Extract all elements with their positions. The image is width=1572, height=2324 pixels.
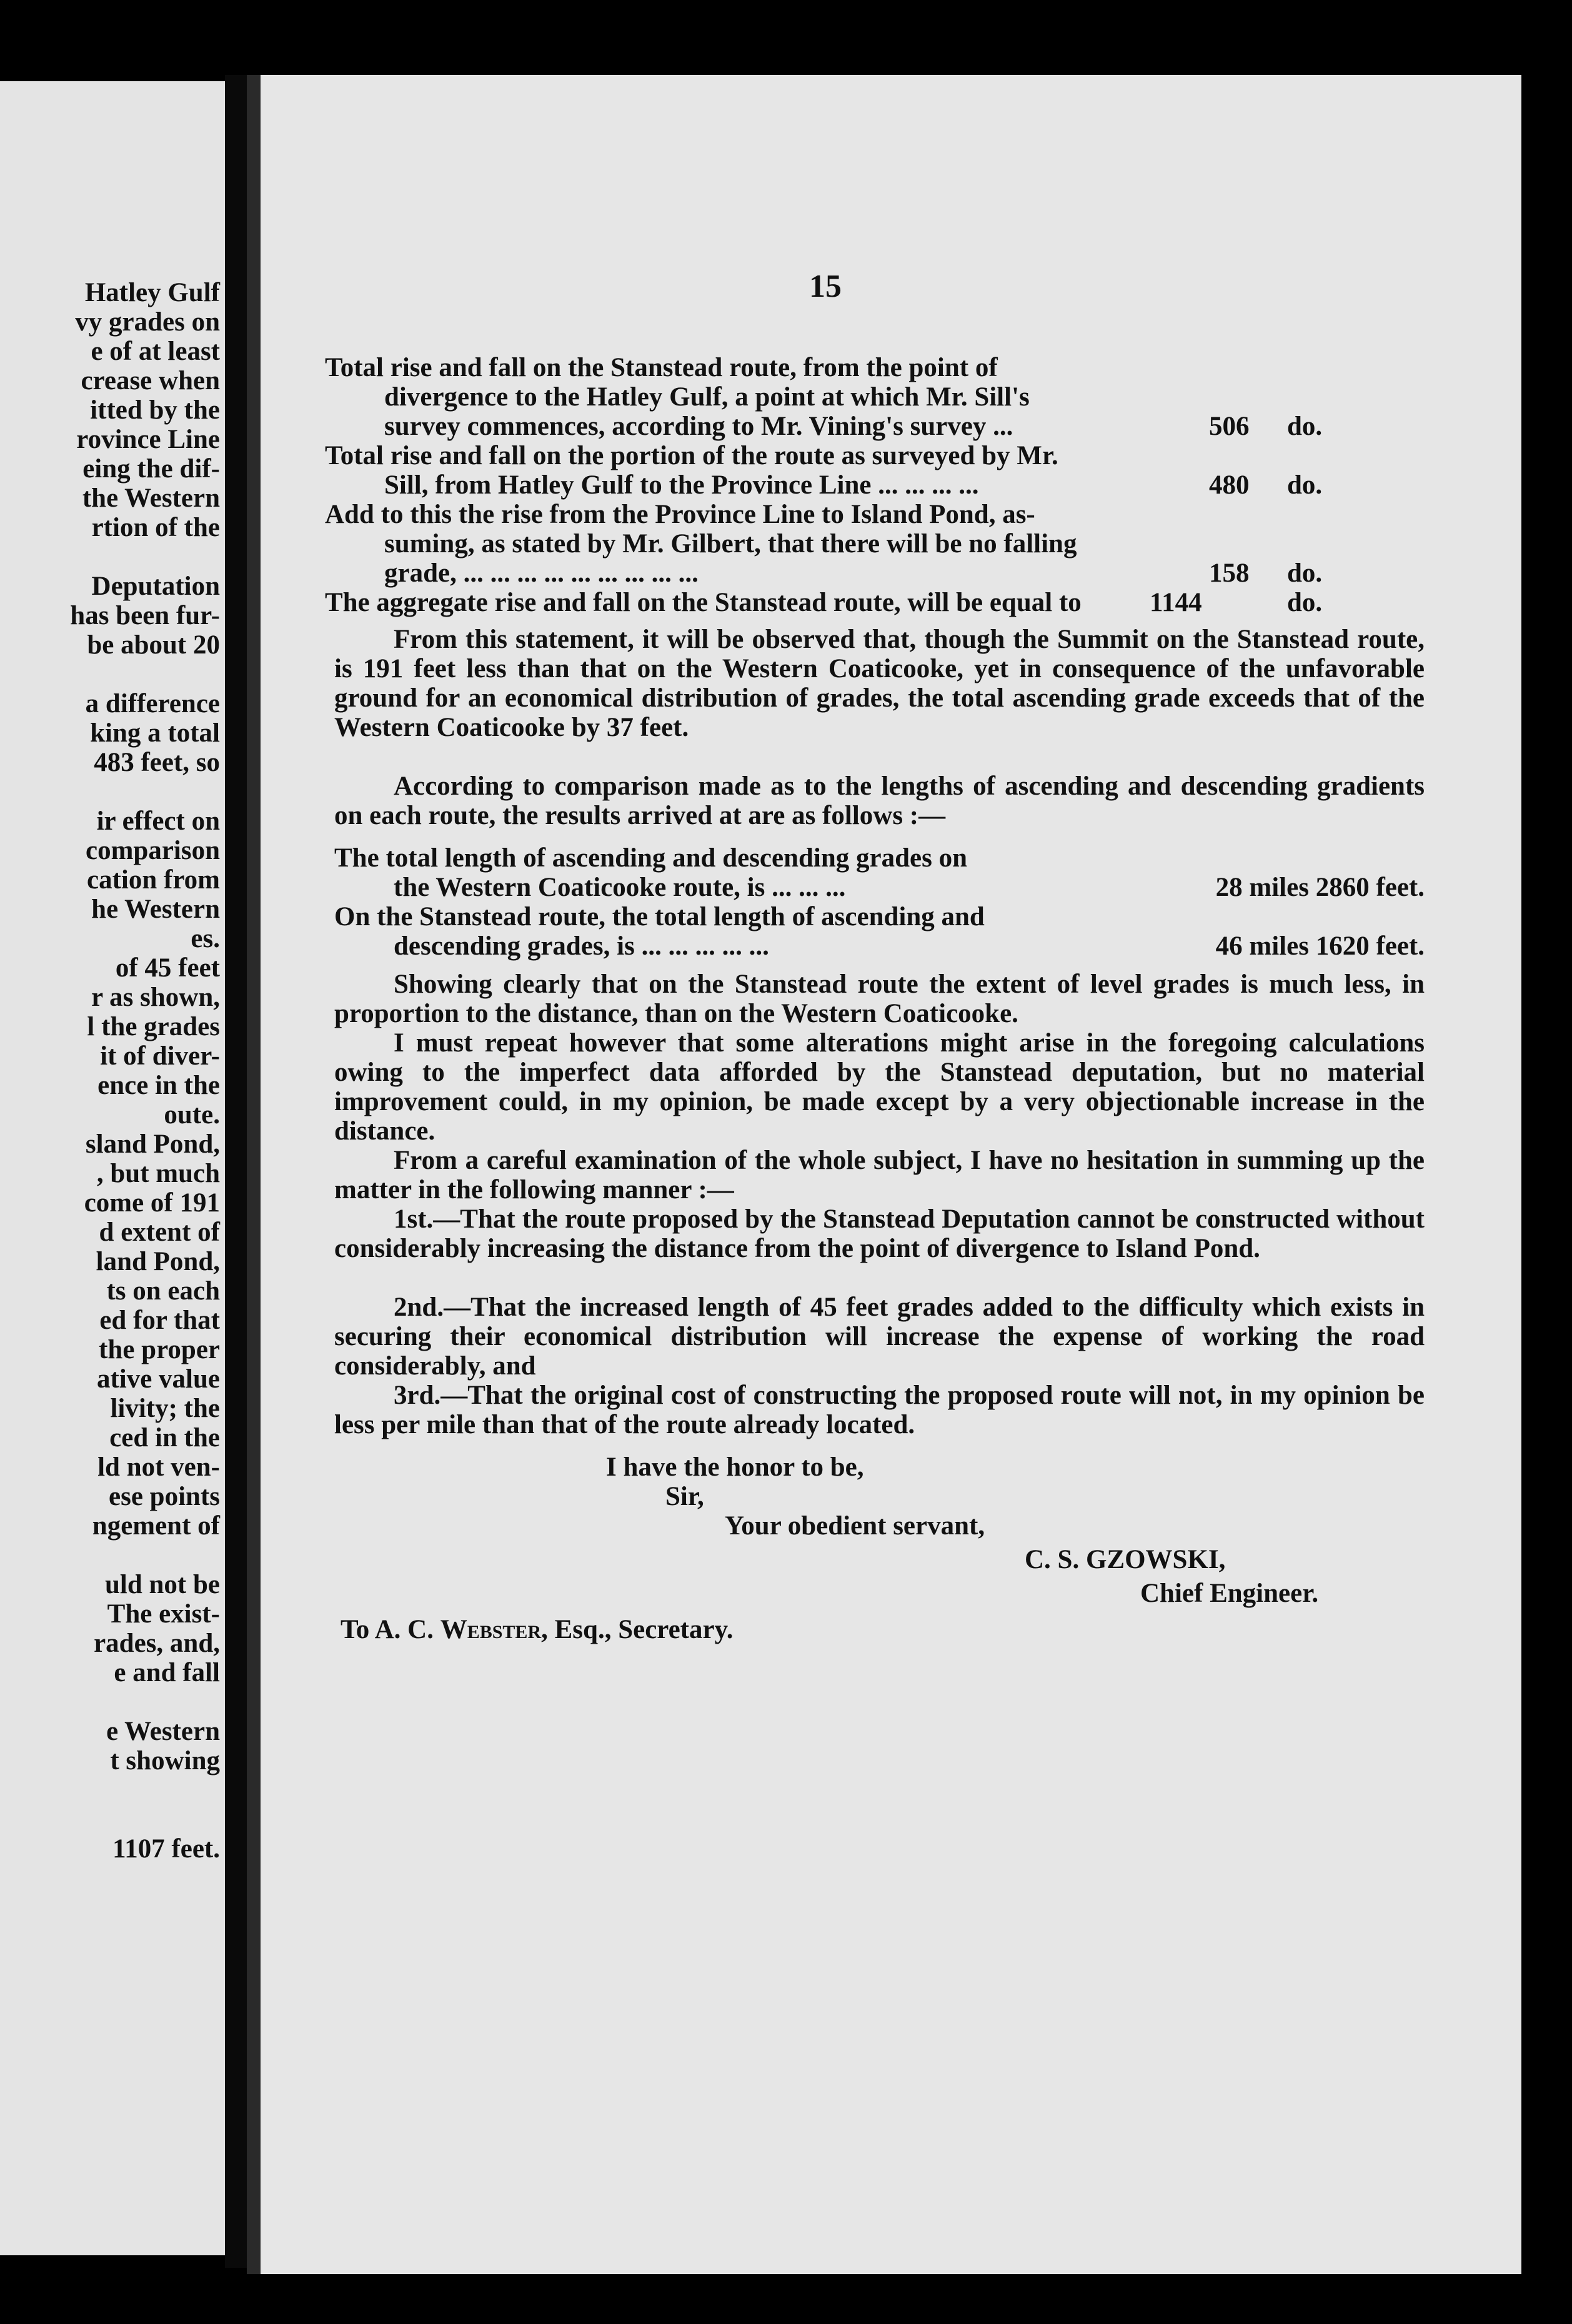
row-unit: do. bbox=[1287, 412, 1323, 441]
signatory-name: C. S. GZOWSKI, bbox=[1025, 1545, 1226, 1574]
paragraph: From a careful examination of the whole subject, I have no hesitation in summing up the matter in the following manner :— bbox=[334, 1146, 1425, 1204]
left-page-line: king a total bbox=[90, 718, 220, 748]
book-gutter bbox=[225, 75, 250, 2268]
left-page-line: the proper bbox=[99, 1335, 220, 1364]
left-page-line: it of diver- bbox=[100, 1041, 220, 1071]
left-page-line: of 45 feet bbox=[115, 953, 220, 983]
paragraph: From this statement, it will be observed that, though the Summit on the Stanstead route, is 191 feet less than that on the Western Coaticooke, yet in consequence of the unfavorable ground for an economical distribution of grades, the total ascending grade exceeds that of the Western Coaticooke by 37 feet. bbox=[334, 625, 1425, 742]
row-amount: 506 bbox=[1209, 412, 1250, 441]
left-page-line: come of 191 bbox=[84, 1188, 220, 1218]
left-page-line: , but much bbox=[96, 1159, 220, 1188]
left-page-line: the Western bbox=[82, 484, 220, 513]
left-page-line: ed for that bbox=[99, 1306, 220, 1335]
left-page-line: t showing bbox=[110, 1746, 220, 1775]
table-row: the Western Coaticooke route, is ... ... ... 28 miles 2860 feet. bbox=[394, 873, 1425, 902]
table-row: suming, as stated by Mr. Gilbert, that there will be no falling bbox=[384, 529, 1077, 559]
left-page-line: he Western bbox=[91, 895, 220, 924]
left-page-line: ld not ven- bbox=[97, 1452, 220, 1482]
left-page-line: ese points bbox=[109, 1482, 220, 1511]
table-row: Total rise and fall on the Stanstead route, from the point of bbox=[325, 353, 998, 382]
closing-line: I have the honor to be, bbox=[606, 1452, 864, 1482]
table-row: The aggregate rise and fall on the Stanstead route, will be equal to 1144 do. bbox=[325, 588, 1323, 617]
row-amount: 28 miles 2860 feet. bbox=[1215, 873, 1425, 902]
left-page-line: The exist- bbox=[107, 1599, 220, 1629]
signatory-title: Chief Engineer. bbox=[1140, 1579, 1319, 1608]
table-row: divergence to the Hatley Gulf, a point at which Mr. Sill's bbox=[384, 382, 1030, 412]
left-page-line: Hatley Gulf bbox=[84, 278, 220, 307]
left-page-line: rtion of the bbox=[91, 513, 220, 542]
row-unit: do. bbox=[1287, 588, 1323, 617]
table-row: survey commences, according to Mr. Vining's survey ... 506 do. bbox=[384, 412, 1323, 441]
paragraph: According to comparison made as to the lengths of ascending and descending gradients on each route, the results arrived at are as follows :— bbox=[334, 772, 1425, 830]
left-page-line: land Pond, bbox=[96, 1247, 220, 1276]
page-shadow-edge bbox=[247, 75, 261, 2274]
left-page-line: Deputation bbox=[91, 572, 220, 601]
left-page-line: ir effect on bbox=[96, 807, 220, 836]
left-page-line: vy grades on bbox=[75, 307, 220, 337]
table-row: descending grades, is ... ... ... ... ... 46 miles 1620 feet. bbox=[394, 931, 1425, 961]
left-page-line: l the grades bbox=[87, 1012, 220, 1041]
conclusion-point: 2nd.—That the increased length of 45 feet grades added to the difficulty which exists in securing their economical distribution will increase the expense of working the road considerably, and bbox=[334, 1293, 1425, 1381]
left-page-line: eing the dif- bbox=[82, 454, 220, 484]
left-page-line: crease when bbox=[81, 366, 220, 395]
left-page-line: ngement of bbox=[92, 1511, 220, 1541]
left-page-line: be about 20 bbox=[87, 630, 220, 660]
page bbox=[247, 75, 1521, 2274]
left-page-line: a difference bbox=[85, 689, 220, 718]
paragraph: I must repeat however that some alterations might arise in the foregoing calculations owing to the imperfect data afforded by the Stanstead deputation, but no material improvement could, in my opinion, be made except by a very objectionable increase in the distance. bbox=[334, 1028, 1425, 1146]
table-row: Add to this the rise from the Province Line to Island Pond, as- bbox=[325, 500, 1035, 529]
paragraph: Showing clearly that on the Stanstead route the extent of level grades is much less, in proportion to the distance, than on the Western Coaticooke. bbox=[334, 970, 1425, 1028]
left-page-line: uld not be bbox=[104, 1570, 220, 1599]
left-page-line: ts on each bbox=[106, 1276, 220, 1306]
row-unit: do. bbox=[1287, 559, 1323, 588]
left-page-line: d extent of bbox=[99, 1218, 220, 1247]
left-page-line: sland Pond, bbox=[85, 1130, 220, 1159]
left-page-line: oute. bbox=[164, 1100, 220, 1130]
row-unit: do. bbox=[1287, 470, 1323, 500]
table-row: grade, ... ... ... ... ... ... ... ... ... 158 do. bbox=[384, 559, 1323, 588]
left-page-line: r as shown, bbox=[91, 983, 220, 1012]
left-page-line: livity; the bbox=[110, 1394, 220, 1423]
left-page-line: ced in the bbox=[109, 1423, 220, 1452]
closing-line: Your obedient servant, bbox=[725, 1511, 985, 1541]
row-amount: 480 bbox=[1209, 470, 1250, 500]
left-page-line: 483 feet, so bbox=[94, 748, 220, 777]
table-row: On the Stanstead route, the total length of ascending and bbox=[334, 902, 985, 931]
left-page-line: has been fur- bbox=[70, 601, 220, 630]
left-page-line: itted by the bbox=[90, 395, 220, 425]
closing-line: Sir, bbox=[665, 1482, 704, 1511]
row-amount: 1144 bbox=[1150, 588, 1202, 617]
row-amount: 158 bbox=[1209, 559, 1250, 588]
left-page-line: ence in the bbox=[97, 1071, 220, 1100]
addressee: To A. C. Webster, Esq., Secretary. bbox=[341, 1615, 734, 1644]
left-page-line: cation from bbox=[87, 865, 220, 895]
conclusion-point: 1st.—That the route proposed by the Stanstead Deputation cannot be constructed without considerably increasing the distance from the point of divergence to Island Pond. bbox=[334, 1204, 1425, 1263]
left-page-line: e of at least bbox=[91, 337, 220, 366]
left-page-line: 1107 feet. bbox=[112, 1834, 220, 1864]
left-page-line: e and fall bbox=[114, 1658, 220, 1687]
left-page-line: es. bbox=[191, 924, 220, 953]
left-page-line: comparison bbox=[86, 836, 220, 865]
left-page-line: rades, and, bbox=[94, 1629, 220, 1658]
left-page-line: ative value bbox=[96, 1364, 220, 1394]
conclusion-point: 3rd.—That the original cost of constructing the proposed route will not, in my opinion be less per mile than that of the route already located. bbox=[334, 1381, 1425, 1439]
left-page-line: e Western bbox=[106, 1717, 220, 1746]
table-row: Total rise and fall on the portion of the route as surveyed by Mr. bbox=[325, 441, 1058, 470]
table-row: Sill, from Hatley Gulf to the Province Line ... ... ... ... 480 do. bbox=[384, 470, 1323, 500]
page-number: 15 bbox=[809, 269, 842, 304]
table-row: The total length of ascending and descending grades on bbox=[334, 843, 968, 873]
left-page-line: rovince Line bbox=[76, 425, 220, 454]
left-page-fragment bbox=[0, 81, 225, 2255]
row-amount: 46 miles 1620 feet. bbox=[1215, 931, 1425, 961]
